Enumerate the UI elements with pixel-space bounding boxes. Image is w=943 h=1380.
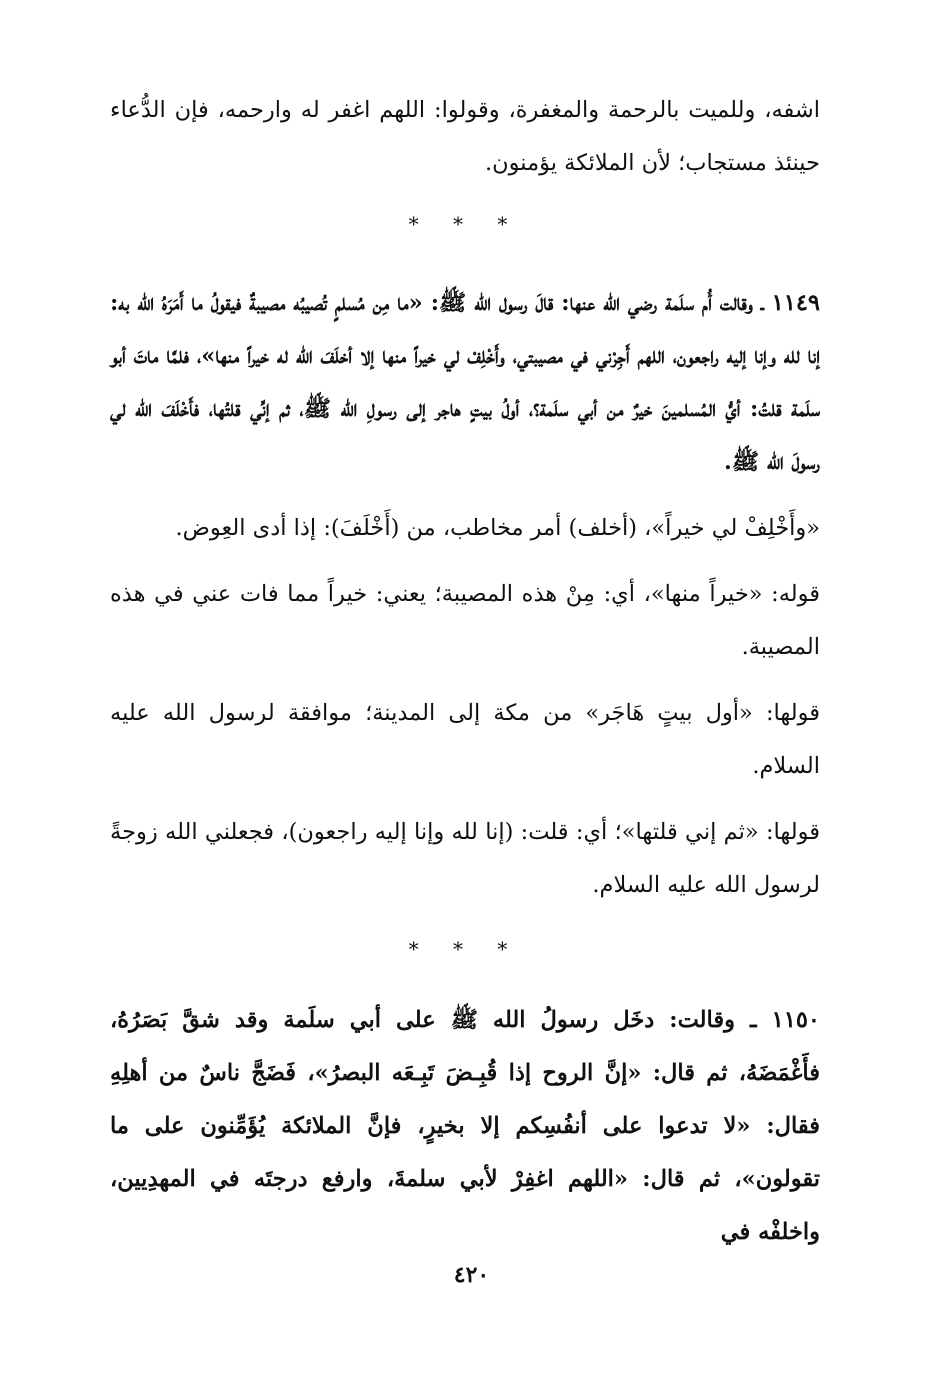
page-body — [110, 84, 820, 1259]
section-separator-top: * * * — [408, 212, 522, 236]
commentary-awwal-bayt: قولها: «أول بيتٍ هَاجَر» من مكة إلى المدينة؛ موافقة لرسول الله عليه السلام. — [110, 700, 820, 779]
hadith-1149: ١١٤٩ ـ وقالت أُم سلَمة رضي الله عنها: قالَ رسول الله ﷺ: «ما مِن مُسلمٍ تُصيبُه مصيبةٌ فيقولُ ما أَمَرَهُ الله به: إنا لله وإنا إليه راجعون، اللهم أَجِرْني في مصيبتي، وأَخْلِفْ لي خيراً منها إلا أخلَفَ الله له خيراً منها»، فلمَّا ماتَ أبو سلَمة قلتُ: أيُّ المُسلمينَ خيرٌ من أبي سلَمة؟، أولُ بيتٍ هاجر إلى رسولِ الله ﷺ، ثم إنِّي قلتُها، فأَخْلَفَ الله لي رسولَ الله ﷺ. — [110, 290, 820, 475]
commentary-akhlif: «وأَخْلِفْ لي خيراً»، (أخلف) أمر مخاطب، من (أَخْلَفَ): إذا أدى العِوض. — [175, 515, 820, 541]
commentary-thumma-inni: قولها: «ثم إني قلتها»؛ أي: قلت: (إنا لله وإنا إليه راجعون)، فجعلني الله زوجةً لرسول الله عليه السلام. — [110, 819, 820, 898]
page-number: ٤٢٠ — [453, 1262, 490, 1288]
section-separator-middle: * * * — [408, 937, 522, 961]
paragraph-continuation: اشفه، وللميت بالرحمة والمغفرة، وقولوا: اللهم اغفر له وارحمه، فإن الدُّعاء حينئذ مستجاب؛ لأن الملائكة يؤمنون. — [110, 97, 820, 176]
commentary-khayran-minha: قوله: «خيراً منها»، أي: مِنْ هذه المصيبة؛ يعني: خيراً مما فات عني في هذه المصيبة. — [110, 581, 820, 660]
hadith-1150: ١١٥٠ ـ وقالت: دخَل رسولُ الله ﷺ على أبي سلَمة وقد شقَّ بَصَرُهُ، فأَغْمَضَهُ، ثم قال: «إنَّ الروح إذا قُبِـضَ تَبِـعَه البصرُ»، فَضَجَّ ناسٌ من أهلِهِ فقال: «لا تدعوا على أنفُسِكم إلا بخيرٍ، فإنَّ الملائكة يُؤَمِّنون على ما تقولون»، ثم قال: «اللهم اغفِرْ لأبي سلمةَ، وارفع درجتَه في المهدِيين، واخلفْه في — [110, 1007, 820, 1245]
